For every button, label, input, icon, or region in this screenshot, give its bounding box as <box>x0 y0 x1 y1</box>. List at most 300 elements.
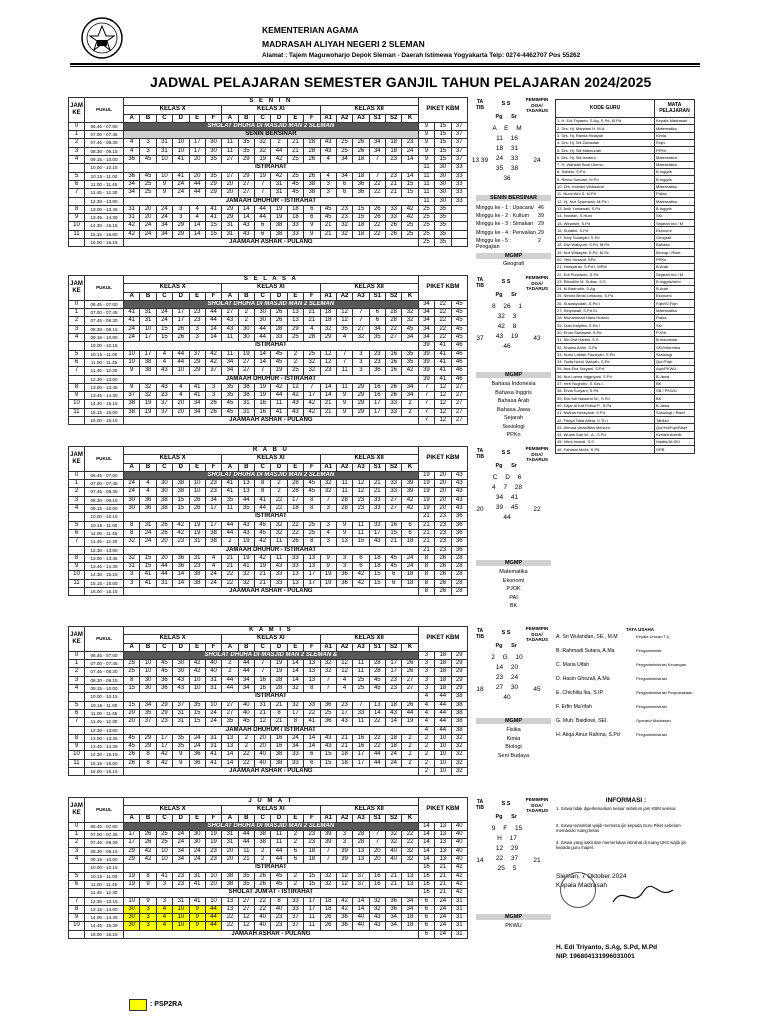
teacher-code-cell: 4 <box>189 214 205 222</box>
teacher-code-cell: 29 <box>140 734 156 742</box>
teacher-code-cell: 22 <box>402 831 418 839</box>
guru-row <box>556 366 695 373</box>
piket-cell: 7 <box>418 383 434 391</box>
jam-cell: 11 <box>69 759 85 767</box>
teacher-code-cell: 14 <box>369 709 385 717</box>
break-row: JAMAAH ASHAR - PULANG <box>124 930 419 938</box>
piket-cell: 22 <box>435 317 451 325</box>
piket-cell: 34 <box>418 300 434 308</box>
schedule-row <box>69 139 468 147</box>
teacher-code-cell: 25 <box>124 668 140 676</box>
schedule-row <box>69 164 468 172</box>
teacher-code-cell: 13 <box>222 734 238 742</box>
senin-bersinar-item: Minggu ke - 1 : Upacara/ <box>476 205 534 211</box>
teacher-code-cell: 12 <box>353 480 369 488</box>
teacher-code-cell: 43 <box>222 325 238 333</box>
side-block-1 <box>470 97 552 182</box>
guru-name: 18. Dwi Wahyuni, S.Pd, M.Pd <box>556 242 655 249</box>
teacher-code-cell: 33 <box>287 554 303 562</box>
teacher-code-cell: 45 <box>369 676 385 684</box>
tata-usaha-role: Pengadministrasi <box>636 676 667 681</box>
piket-cell: 4 <box>418 726 434 734</box>
teacher-code-cell: 12 <box>336 309 352 317</box>
class-col-header: B <box>238 814 254 822</box>
teacher-code-cell: 41 <box>205 759 221 767</box>
teacher-code-cell: 45 <box>287 189 303 197</box>
piket-cell: 2 <box>418 734 434 742</box>
teacher-code-cell: 14 <box>255 350 271 358</box>
teacher-code-cell: 10 <box>156 856 172 864</box>
teacher-code-cell: 42 <box>205 358 221 366</box>
teacher-code-cell: 14 <box>353 905 369 913</box>
class-col-header: A <box>222 643 238 651</box>
tata-usaha-role: Pengadministrasi Perpustakaan <box>636 690 693 695</box>
time-cell: 13.00 - 13.45 <box>85 734 124 742</box>
teacher-code-cell: 8 <box>124 529 140 537</box>
teacher-code-cell: 22 <box>271 505 287 513</box>
day-name: K A M I S <box>124 627 419 635</box>
time-cell: 16.00 - 16.15 <box>85 588 124 596</box>
teacher-code-cell: 20 <box>222 180 238 188</box>
teacher-code-cell: 21 <box>386 880 402 888</box>
jam-cell: 6 <box>69 529 85 537</box>
teacher-code-cell: 27 <box>386 334 402 342</box>
guru-name: 1. H. Edi Triyanto, S.Ag, S.Pd, M.Pd <box>556 118 655 125</box>
teacher-code-cell: 21 <box>320 222 336 230</box>
teacher-code-cell: 24 <box>189 743 205 751</box>
jam-cell: 1 <box>69 480 85 488</box>
guru-row <box>556 285 695 292</box>
teacher-code-cell: 36 <box>320 701 336 709</box>
teacher-code-cell: 26 <box>386 392 402 400</box>
class-col-header: A3 <box>353 292 369 300</box>
time-cell: 06.45 - 07.00 <box>85 822 124 830</box>
teacher-code-cell: 22 <box>369 734 385 742</box>
teacher-code-cell: 8 <box>304 685 320 693</box>
teacher-code-cell: 36 <box>124 172 140 180</box>
teacher-code-cell: 18 <box>353 172 369 180</box>
class-col-header: E <box>189 643 205 651</box>
teacher-code-cell: 10 <box>189 488 205 496</box>
guru-subject: B.Inggris/Infor <box>655 278 695 285</box>
teacher-code-cell: 44 <box>271 147 287 155</box>
jam-cell: 2 <box>69 668 85 676</box>
teacher-code-cell: 32 <box>336 222 352 230</box>
piket-cell: 42 <box>451 864 468 872</box>
teacher-code-cell: 32 <box>320 872 336 880</box>
piket-cell: 41 <box>435 367 451 375</box>
teacher-code-cell: 19 <box>205 839 221 847</box>
jam-cell: 3 <box>69 847 85 855</box>
teacher-code-cell: 28 <box>386 317 402 325</box>
mgmp-item: Bahasa Indonesia <box>491 381 536 387</box>
piket-cell: 27 <box>451 383 468 391</box>
teacher-code-cell: 26 <box>156 521 172 529</box>
jam-cell <box>69 417 85 425</box>
piket-cell: 10 <box>435 759 451 767</box>
teacher-code-cell: 31 <box>222 230 238 238</box>
time-cell: 07.45 - 08.30 <box>85 839 124 847</box>
teacher-code-cell: 21 <box>255 579 271 587</box>
guru-name: 42. Fitriya Tatia Alfina, S.Th.I <box>556 417 655 424</box>
kelas-xii-header: KELAS XII <box>320 106 418 114</box>
teacher-code-cell: 29 <box>205 189 221 197</box>
teacher-code-cell: 2 <box>402 734 418 742</box>
teacher-code-cell: 20 <box>189 156 205 164</box>
teacher-code-cell: 17 <box>386 668 402 676</box>
teacher-code-cell: 2 <box>402 759 418 767</box>
teacher-code-cell: 34 <box>336 156 352 164</box>
class-col-header: D <box>271 643 287 651</box>
guru-name: 33. Nurul Latifah Fauziyah, S.Pd <box>556 351 655 358</box>
teacher-code-cell: 33 <box>386 488 402 496</box>
time-cell: 10.15 - 11.00 <box>85 872 124 880</box>
teacher-code-cell: 12 <box>336 880 352 888</box>
teacher-code-cell: 13 <box>222 743 238 751</box>
teacher-code-cell: 26 <box>189 496 205 504</box>
teacher-code-cell: 32 <box>320 660 336 668</box>
teacher-code-cell: 41 <box>255 496 271 504</box>
piket-cell: 22 <box>435 325 451 333</box>
teacher-code-cell: 7 <box>353 701 369 709</box>
guru-row <box>556 424 695 431</box>
teacher-code-cell: 43 <box>336 718 352 726</box>
teacher-code-cell: 21 <box>386 180 402 188</box>
class-col-header: A2 <box>336 463 352 471</box>
piket-cell: 15 <box>435 131 451 139</box>
guru-name: 38. Ervia Suryani, S.Pd <box>556 387 655 394</box>
teacher-code-cell: 9 <box>336 521 352 529</box>
teacher-code-cell: 41 <box>189 897 205 905</box>
teacher-code-cell: 45 <box>255 521 271 529</box>
sign-name: H. Edi Triyanto, S.Ag, S.Pd, M.Pd <box>556 944 658 951</box>
guru-row <box>556 278 695 285</box>
teacher-code-cell: 41 <box>124 317 140 325</box>
ss-header: S S <box>501 279 511 285</box>
piket-cell: 27 <box>451 408 468 416</box>
teacher-code-cell: 21 <box>386 538 402 546</box>
teacher-code-cell: 43 <box>287 408 303 416</box>
time-cell: 08.30 - 09.15 <box>85 325 124 333</box>
teacher-code-cell: 27 <box>222 156 238 164</box>
teacher-code-cell: 15 <box>173 505 189 513</box>
teacher-code-cell: 14 <box>255 358 271 366</box>
teacher-code-cell: 20 <box>140 205 156 213</box>
teacher-code-cell: 2 <box>238 317 254 325</box>
teacher-code-cell: 31 <box>189 872 205 880</box>
teacher-code-cell: 15 <box>369 571 385 579</box>
teacher-code-cell: 41 <box>304 718 320 726</box>
mgmp-item: Matematika <box>499 569 528 575</box>
teacher-code-cell: 21 <box>255 571 271 579</box>
piket-cell: 19 <box>418 471 434 479</box>
teacher-code-cell: 44 <box>189 189 205 197</box>
time-cell: 13.15 - 14.00 <box>85 905 124 913</box>
teacher-code-cell: 20 <box>222 856 238 864</box>
piket-cell: 24 <box>435 914 451 922</box>
ss-values: 8 26 1 32 3 42 8 43 19 46 <box>491 303 523 350</box>
time-cell: 10.00 - 10.15 <box>85 513 124 521</box>
break-row: JAAMAAH ASHAR - PULANG <box>124 239 419 247</box>
piket-header: PIKET KBM <box>418 98 467 123</box>
piket-cell <box>451 205 468 213</box>
teacher-code-cell: 2 <box>287 831 303 839</box>
teacher-code-cell: 4 <box>304 325 320 333</box>
teacher-code-cell: 28 <box>336 496 352 504</box>
dhuha-banner: SHOLAT DHUHA DI MASJID MAN 2 SLEMAN <box>124 300 419 308</box>
jam-cell: 0 <box>69 471 85 479</box>
teacher-code-cell: 32 <box>140 383 156 391</box>
teacher-code-cell: 15 <box>353 214 369 222</box>
jam-ke-header: JAM KE <box>69 627 85 652</box>
piket-cell: 10 <box>435 743 451 751</box>
teacher-code-cell: 37 <box>189 350 205 358</box>
piket-cell: 9 <box>418 139 434 147</box>
teacher-code-cell: 43 <box>369 914 385 922</box>
teacher-code-cell: 28 <box>271 325 287 333</box>
class-col-header: A1 <box>320 643 336 651</box>
guru-row <box>556 147 695 154</box>
teacher-code-cell: 38 <box>222 872 238 880</box>
teacher-code-cell: 9 <box>173 751 189 759</box>
guru-subject: Kimia/Informtk <box>655 431 695 438</box>
teacher-code-cell: 24 <box>140 230 156 238</box>
mapel-header: MATA PELAJARAN <box>655 100 695 118</box>
schedule-row <box>69 358 468 366</box>
schedule-row <box>69 300 468 308</box>
teacher-code-cell: 4 <box>205 563 221 571</box>
teacher-code-cell: 43 <box>238 222 254 230</box>
class-col-header: C <box>255 114 271 122</box>
teacher-code-cell: 39 <box>402 488 418 496</box>
teacher-code-cell: 20 <box>173 408 189 416</box>
teacher-code-cell: 4 <box>189 205 205 213</box>
teacher-code-cell: 18 <box>402 579 418 587</box>
piket-cell: 26 <box>435 554 451 562</box>
guru-name: 12. Hj. Nur Syamsiah, M.Pd.I <box>556 198 655 205</box>
teacher-code-cell: 34 <box>386 922 402 930</box>
teacher-code-cell: 17 <box>369 400 385 408</box>
teacher-code-cell: 29 <box>173 230 189 238</box>
teacher-code-cell: 2 <box>402 400 418 408</box>
time-cell: 16.00 - 16.15 <box>85 417 124 425</box>
piket-cell: 4 <box>418 718 434 726</box>
class-col-header: D <box>271 292 287 300</box>
piket-cell: 41 <box>435 358 451 366</box>
teacher-code-cell: 30 <box>156 480 172 488</box>
guru-row <box>556 351 695 358</box>
senin-bersinar-head: SENIN BERSINAR <box>476 195 551 201</box>
teacher-code-cell: 36 <box>189 751 205 759</box>
teacher-code-cell: 11 <box>353 529 369 537</box>
teacher-code-cell: 19 <box>255 392 271 400</box>
piket-cell: 16 <box>418 889 434 897</box>
schedule-row <box>69 400 468 408</box>
teacher-code-cell: 7 <box>255 668 271 676</box>
time-cell: 16.00 - 16.15 <box>85 239 124 247</box>
teacher-code-cell: 44 <box>173 350 189 358</box>
teacher-code-cell: 24 <box>402 147 418 155</box>
piket-cell <box>451 239 468 247</box>
mgmp-item: Biologi <box>505 744 522 750</box>
ss-values: C D 6 4 7 28 34 41 39 45 44 <box>491 474 523 521</box>
teacher-code-cell: 20 <box>255 743 271 751</box>
guru-subject: Geografi <box>655 234 695 241</box>
teacher-code-cell: 38 <box>140 358 156 366</box>
schedule-row <box>69 734 468 742</box>
class-col-header: A <box>222 292 238 300</box>
teacher-code-cell: 38 <box>156 505 172 513</box>
teacher-code-cell: 28 <box>353 839 369 847</box>
teacher-code-cell: 28 <box>369 660 385 668</box>
teacher-code-cell: 40 <box>353 922 369 930</box>
teacher-code-cell: 19 <box>271 660 287 668</box>
teacher-code-cell: 44 <box>222 529 238 537</box>
class-col-header: A2 <box>336 292 352 300</box>
teacher-code-cell: 3 <box>156 880 172 888</box>
jam-cell: 4 <box>69 334 85 342</box>
guru-name: 23. Ribudilin M. Sultan, S.S <box>556 278 655 285</box>
piket-cell: 13 <box>435 822 451 830</box>
teacher-code-cell: 24 <box>386 759 402 767</box>
teacher-code-cell: 12 <box>320 358 336 366</box>
teacher-code-cell: 19 <box>255 563 271 571</box>
piket-cell: 41 <box>435 375 451 383</box>
teacher-code-cell: 45 <box>222 408 238 416</box>
teacher-code-cell: 37 <box>173 701 189 709</box>
break-row: JAAMAAH ASHAR - PULANG <box>124 417 419 425</box>
piket-cell: 35 <box>435 222 451 230</box>
piket-cell: 15 <box>435 147 451 155</box>
guru-subject: BK <box>655 380 695 387</box>
jam-cell: 2 <box>69 839 85 847</box>
teacher-code-cell: 24 <box>140 529 156 537</box>
teacher-code-cell: 42 <box>140 847 156 855</box>
class-col-header: K <box>402 114 418 122</box>
teacher-code-cell: 34 <box>173 856 189 864</box>
piket-cell: 20 <box>435 480 451 488</box>
piket-cell: 37 <box>451 131 468 139</box>
teacher-code-cell: 2 <box>238 734 254 742</box>
break-row: JAMAAH DHUHUR - ISTIRAHAT <box>124 546 419 554</box>
schedule-row <box>69 897 468 905</box>
teacher-code-cell: 32 <box>140 392 156 400</box>
jam-cell: 9 <box>69 914 85 922</box>
guru-row <box>556 169 695 176</box>
guru-subject: Qur/Hd/Fqh/Riset <box>655 424 695 431</box>
tata-usaha-name: D. Hasin Ghozali, A.Ma <box>556 676 610 682</box>
guru-row <box>556 373 695 380</box>
teacher-code-cell: 27 <box>402 685 418 693</box>
mgmp-item: Kimia <box>506 735 521 742</box>
teacher-code-cell: 38 <box>255 839 271 847</box>
class-col-header: E <box>189 814 205 822</box>
teacher-code-cell: 9 <box>156 180 172 188</box>
teacher-code-cell: 43 <box>320 139 336 147</box>
guru-name: 41. Muthia Herayanti, S.Pd <box>556 409 655 416</box>
guru-row <box>556 176 695 183</box>
teacher-code-cell: 34 <box>402 897 418 905</box>
schedule-row <box>69 180 468 188</box>
teacher-code-cell: 45 <box>386 554 402 562</box>
class-col-header: D <box>173 292 189 300</box>
guru-name: 13. Anik Yuniawati, S.Pd <box>556 205 655 212</box>
teacher-code-cell: 10 <box>156 172 172 180</box>
time-cell: 06.45 - 07.00 <box>85 122 124 130</box>
pukul-header: PUKUL <box>85 627 124 652</box>
guru-name: 21. Harsyanto, S.Pd.I, MPdI <box>556 263 655 270</box>
teacher-code-cell: 6 <box>287 856 303 864</box>
teacher-code-cell: 33 <box>369 521 385 529</box>
teacher-code-cell: 32 <box>402 309 418 317</box>
teacher-code-cell: 6 <box>255 230 271 238</box>
piket-cell: 40 <box>451 822 468 830</box>
class-col-header: A <box>124 463 140 471</box>
piket-cell: 38 <box>451 693 468 701</box>
teacher-code-cell: 25 <box>336 147 352 155</box>
piket-cell: 16 <box>418 872 434 880</box>
schedule-row <box>69 350 468 358</box>
teacher-code-cell: 36 <box>386 897 402 905</box>
pemimpin-header: PEMIMPIN DOA/ TADARUS <box>525 275 549 291</box>
teacher-code-cell: 10 <box>189 480 205 488</box>
teacher-code-cell: 3 <box>353 367 369 375</box>
teacher-code-cell: 27 <box>238 180 254 188</box>
class-col-header: K <box>402 463 418 471</box>
teacher-code-cell: 6 <box>369 317 385 325</box>
teacher-code-cell: 26 <box>386 222 402 230</box>
teacher-code-cell: 12 <box>336 660 352 668</box>
guru-row <box>556 198 695 205</box>
time-cell: 10.00 - 10.15 <box>85 693 124 701</box>
jam-cell <box>69 546 85 554</box>
tatib-value: 20 <box>476 506 484 513</box>
break-row: JAMAAH DHUHUR - ISTIRAHAT <box>124 375 419 383</box>
schedule-row <box>69 726 468 734</box>
day-name: S E L A S A <box>124 276 419 284</box>
piket-cell: 25 <box>418 239 434 247</box>
teacher-code-cell: 43 <box>173 676 189 684</box>
jam-cell <box>69 197 85 205</box>
piket-cell <box>451 222 468 230</box>
piket-cell: 43 <box>451 471 468 479</box>
piket-cell: 18 <box>435 651 451 659</box>
teacher-code-cell: 26 <box>255 880 271 888</box>
teacher-code-cell: 10 <box>173 914 189 922</box>
side-block-5 <box>470 797 552 872</box>
teacher-code-cell: 8 <box>287 718 303 726</box>
teacher-code-cell: 44 <box>205 905 221 913</box>
piket-cell: 45 <box>451 325 468 333</box>
class-col-header: D <box>173 114 189 122</box>
teacher-code-cell: 23 <box>386 172 402 180</box>
piket-cell: 46 <box>451 375 468 383</box>
teacher-code-cell: 33 <box>271 579 287 587</box>
teacher-code-cell: 44 <box>173 358 189 366</box>
teacher-code-cell: 24 <box>205 579 221 587</box>
teacher-code-cell: 18 <box>402 538 418 546</box>
teacher-code-cell: 44 <box>271 847 287 855</box>
piket-cell: 21 <box>418 521 434 529</box>
teacher-code-cell: 9 <box>173 759 189 767</box>
teacher-code-cell: 26 <box>386 230 402 238</box>
teacher-code-cell: 2 <box>222 538 238 546</box>
guru-subject: B.Arab <box>655 285 695 292</box>
teacher-code-cell: 41 <box>205 205 221 213</box>
piket-cell: 26 <box>435 563 451 571</box>
teacher-code-cell: 35 <box>238 139 254 147</box>
class-col-header: F <box>205 114 221 122</box>
